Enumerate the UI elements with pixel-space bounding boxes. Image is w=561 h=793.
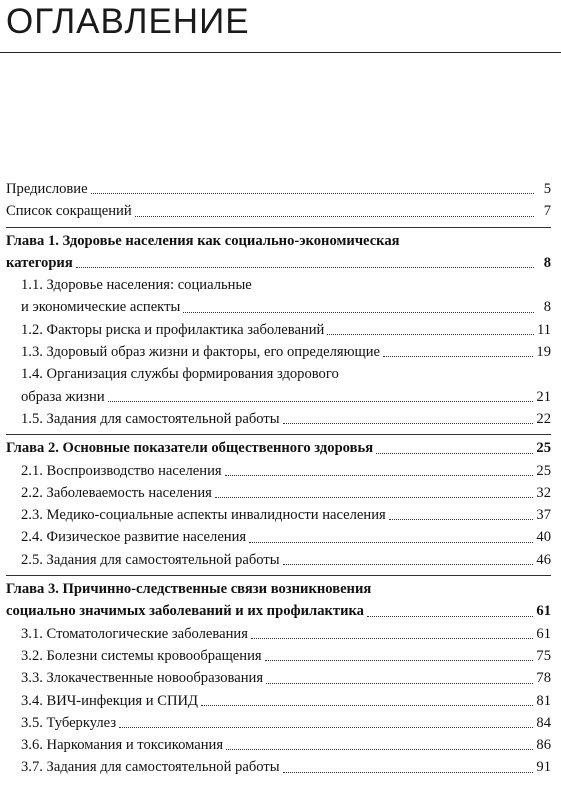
toc-chapter-title-line1: Глава 3. Причинно-следственные связи возникновения [6,581,372,598]
toc-page-number: 84 [536,714,551,731]
toc-entry-title-line1: 1.4. Организация службы формирования здорового [21,366,339,383]
toc-entry-1-5[interactable] [6,408,551,430]
dot-leader [91,192,534,194]
toc-entry-title: 3.5. Туберкулез [21,714,117,731]
toc-chapter-2[interactable] [6,437,551,459]
toc-page-number: 91 [536,759,551,776]
dot-leader [249,541,533,543]
toc-entry-1-2[interactable] [6,319,551,341]
toc-entry-title: 1.5. Задания для самостоятельной работы [21,410,280,427]
toc-page-number: 7 [543,203,551,220]
section-divider [6,227,551,228]
toc-entry-title: 3.1. Стоматологические заболевания [21,625,248,642]
toc-entry-1-3[interactable] [6,341,551,363]
toc-entry-title: 3.2. Болезни системы кровообращения [21,647,262,664]
toc-chapter-1[interactable] [6,230,551,275]
table-of-contents [6,178,551,779]
dot-leader [76,266,534,268]
toc-entry-3-3[interactable] [6,667,551,689]
dot-leader [389,518,534,520]
toc-entry-title: 1.3. Здоровый образ жизни и факторы, его определяющие [21,344,381,361]
section-divider [6,434,551,435]
dot-leader [183,311,534,313]
toc-entry-2-1[interactable] [6,460,551,482]
toc-chapter-title: Глава 2. Основные показатели общественного здоровья [6,440,374,457]
toc-chapter-title-line2: категория [6,254,73,271]
toc-page-number: 81 [536,692,551,709]
toc-entry-3-5[interactable] [6,712,551,734]
dot-leader [251,637,533,639]
toc-page-number: 8 [543,299,551,316]
toc-chapter-title-line1: Глава 1. Здоровье населения как социально-экономическая [6,232,400,249]
toc-entry-2-2[interactable] [6,482,551,504]
toc-entry-title: 2.1. Воспроизводство населения [21,462,222,479]
dot-leader [367,615,533,617]
toc-entry-title: 2.3. Медико-социальные аспекты инвалидности населения [21,507,386,524]
dot-leader [108,400,534,402]
dot-leader [226,748,533,750]
dot-leader [266,682,533,684]
dot-leader [283,563,534,565]
toc-entry-3-7[interactable] [6,756,551,778]
toc-page-number: 21 [536,388,551,405]
toc-page-number: 40 [536,529,551,546]
dot-leader [265,659,534,661]
toc-entry-3-6[interactable] [6,734,551,756]
toc-page-number: 61 [536,603,551,620]
dot-leader [215,496,534,498]
section-divider [6,575,551,576]
toc-page-number: 61 [536,625,551,642]
toc-page-number: 19 [536,344,551,361]
dot-leader [283,422,534,424]
toc-entry-title: 1.2. Факторы риска и профилактика заболеваний [21,321,325,338]
title-rule [0,52,561,53]
toc-page-number: 86 [536,737,551,754]
toc-entry-title: Предисловие [6,181,88,197]
toc-page-number: 11 [536,321,551,338]
toc-page-number: 78 [536,670,551,687]
toc-entry-title: 3.3. Злокачественные новообразования [21,670,264,687]
toc-entry-title: 2.5. Задания для самостоятельной работы [21,551,280,568]
dot-leader [201,704,533,706]
toc-entry-title-line2: образа жизни [21,388,105,405]
toc-entry-1-4[interactable] [6,363,551,408]
toc-entry-2-3[interactable] [6,504,551,526]
toc-entry-1-1[interactable] [6,274,551,319]
toc-entry-2-4[interactable] [6,526,551,548]
toc-entry-title-line1: 1.1. Здоровье населения: социальные [21,277,252,294]
toc-entry-title: 2.4. Физическое развитие населения [21,529,247,546]
toc-entry-abbreviations[interactable] [6,200,551,222]
dot-leader [327,333,534,335]
page-title: ОГЛАВЛЕНИЕ [6,2,250,41]
toc-entry-3-1[interactable] [6,623,551,645]
dot-leader [119,726,533,728]
toc-entry-title-line2: и экономические аспекты [21,299,181,316]
toc-entry-title: 3.4. ВИЧ-инфекция и СПИД [21,692,199,709]
dot-leader [135,215,534,217]
toc-page-number: 46 [536,551,551,568]
toc-entry-3-2[interactable] [6,645,551,667]
toc-page-number: 22 [536,410,551,427]
toc-page-number: 32 [536,484,551,501]
toc-entry-title: 2.2. Заболеваемость населения [21,484,212,501]
dot-leader [283,771,534,773]
dot-leader [376,452,533,454]
toc-entry-title: 3.7. Задания для самостоятельной работы [21,759,280,776]
toc-page-number: 25 [536,440,551,457]
toc-entry-3-4[interactable] [6,690,551,712]
toc-chapter-title-line2: социально значимых заболеваний и их профилактика [6,603,364,620]
toc-entry-preface[interactable] [6,178,551,200]
toc-page-number: 37 [536,507,551,524]
toc-entry-2-5[interactable] [6,549,551,571]
toc-chapter-3[interactable] [6,578,551,623]
toc-entry-title: Список сокращений [6,203,132,220]
toc-page-number: 75 [536,647,551,664]
toc-entry-title: 3.6. Наркомания и токсикомания [21,737,224,754]
dot-leader [383,355,533,357]
toc-page-number: 25 [536,462,551,479]
toc-page-number: 8 [543,254,551,271]
dot-leader [225,474,534,476]
toc-page-number: 5 [543,181,551,197]
